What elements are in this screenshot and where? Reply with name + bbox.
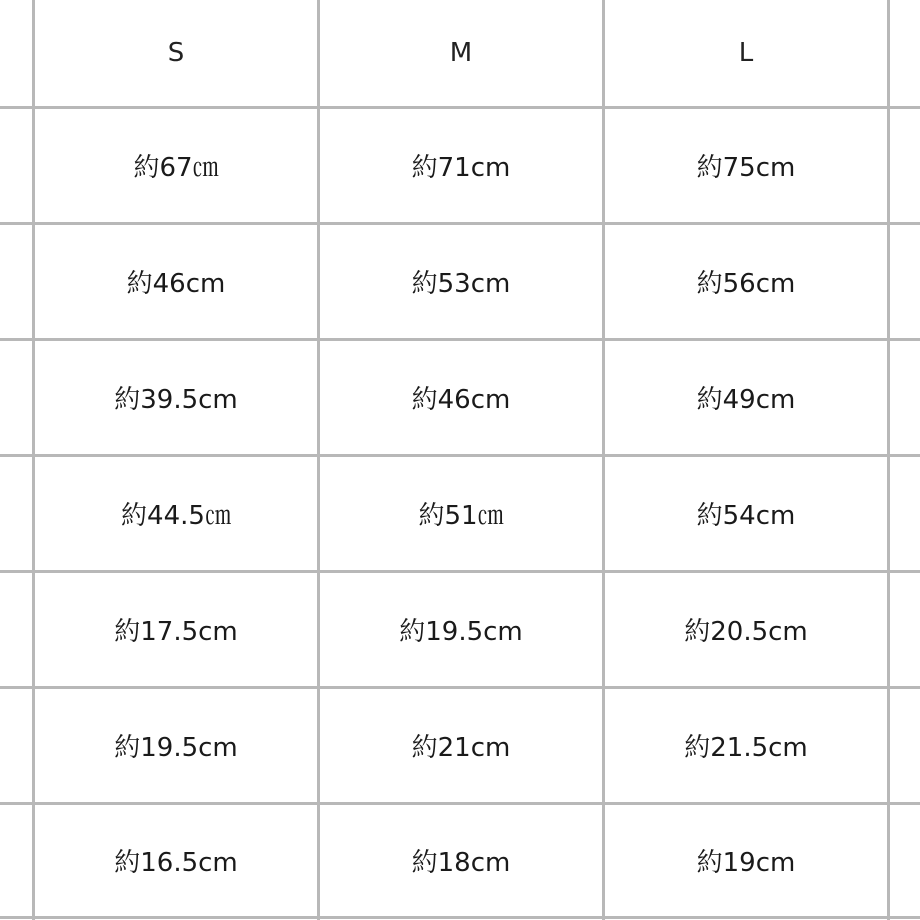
table-cell: 約19cm: [696, 848, 796, 878]
table-cell: 約75cm: [696, 153, 796, 183]
table-cell: 約56cm: [696, 269, 796, 299]
table-cell: 約53cm: [411, 269, 511, 299]
table-cell: 約16.5cm: [114, 848, 238, 878]
header-size-s: S: [167, 38, 185, 68]
table-cell: 約54cm: [696, 501, 796, 531]
column-divider: [887, 0, 890, 920]
table-cell: 約49cm: [696, 385, 796, 415]
table-cell: 約21cm: [411, 733, 511, 763]
header-size-m: M: [449, 38, 473, 68]
table-cell: 約19.5cm: [114, 733, 238, 763]
table-cell: 約46cm: [411, 385, 511, 415]
table-cell: 約67㎝: [133, 153, 219, 183]
table-cell: 約17.5cm: [114, 617, 238, 647]
table-cell: 約71cm: [411, 153, 511, 183]
table-cell: 約46cm: [126, 269, 226, 299]
table-cell: 約18cm: [411, 848, 511, 878]
table-cell: 約21.5cm: [684, 733, 808, 763]
table-cell: 約44.5㎝: [121, 501, 231, 531]
table-cell: 約39.5cm: [114, 385, 238, 415]
table-cell: 約19.5cm: [399, 617, 523, 647]
table-cell: 約20.5cm: [684, 617, 808, 647]
header-size-l: L: [738, 38, 754, 68]
table-cell: 約51㎝: [418, 501, 504, 531]
row-divider: [0, 916, 920, 919]
